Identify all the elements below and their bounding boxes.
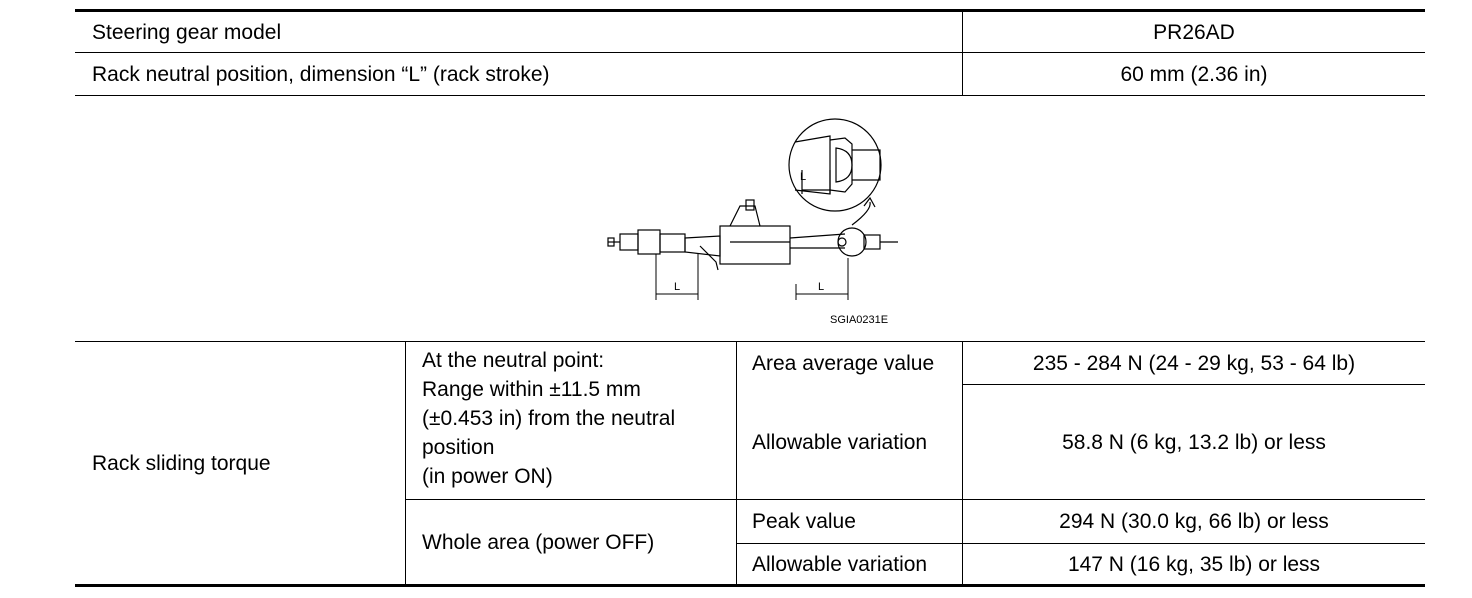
table-bottom-border xyxy=(75,584,1425,587)
peak-value-value: 294 N (30.0 kg, 66 lb) or less xyxy=(1059,510,1329,533)
rack-neutral-position-figure xyxy=(590,110,920,335)
table-bottom-border xyxy=(75,95,1425,96)
rack-neutral-position-label: Rack neutral position, dimension “L” (rack stroke) xyxy=(92,62,550,86)
steering-gear-assembly-icon xyxy=(608,200,898,270)
neutral-point-condition xyxy=(406,342,736,499)
condition-line: (in power ON) xyxy=(422,465,553,488)
dimension-label-left: L xyxy=(674,281,681,293)
detail-rack-end-icon xyxy=(795,136,880,194)
detail-arrow-icon xyxy=(852,202,870,225)
magnified-detail-circle xyxy=(789,119,881,211)
rack-sliding-torque-label: Rack sliding torque xyxy=(92,451,271,475)
dimension-label-right: L xyxy=(818,281,825,293)
area-average-label: Area average value xyxy=(752,351,935,375)
allowable-variation-value-on: 58.8 N (6 kg, 13.2 lb) or less xyxy=(1062,430,1326,454)
whole-area-condition: Whole area (power OFF) xyxy=(422,530,655,554)
steering-gear-model-label: Steering gear model xyxy=(92,20,282,44)
rack-neutral-position-value: 60 mm (2.36 in) xyxy=(1120,62,1268,86)
allowable-variation-label-off: Allowable variation xyxy=(752,552,928,576)
dimension-lines xyxy=(656,254,848,300)
area-average-value: 235 - 284 N (24 - 29 kg, 53 - 64 lb) xyxy=(1032,351,1356,375)
condition-line: position xyxy=(422,436,495,459)
dimension-label-detail: L xyxy=(800,171,807,183)
condition-line: At the neutral point: xyxy=(422,349,605,372)
condition-line: (±0.453 in) from the neutral xyxy=(422,407,676,430)
condition-line: Range within ±11.5 mm xyxy=(422,378,641,401)
figure-caption: SGIA0231E xyxy=(830,314,889,326)
allowable-variation-label-on: Allowable variation xyxy=(752,430,928,454)
allowable-variation-value-off: 147 N (16 kg, 35 lb) or less xyxy=(1067,552,1321,576)
steering-gear-model-value: PR26AD xyxy=(1153,20,1235,44)
peak-value-label: Peak value xyxy=(752,510,856,533)
